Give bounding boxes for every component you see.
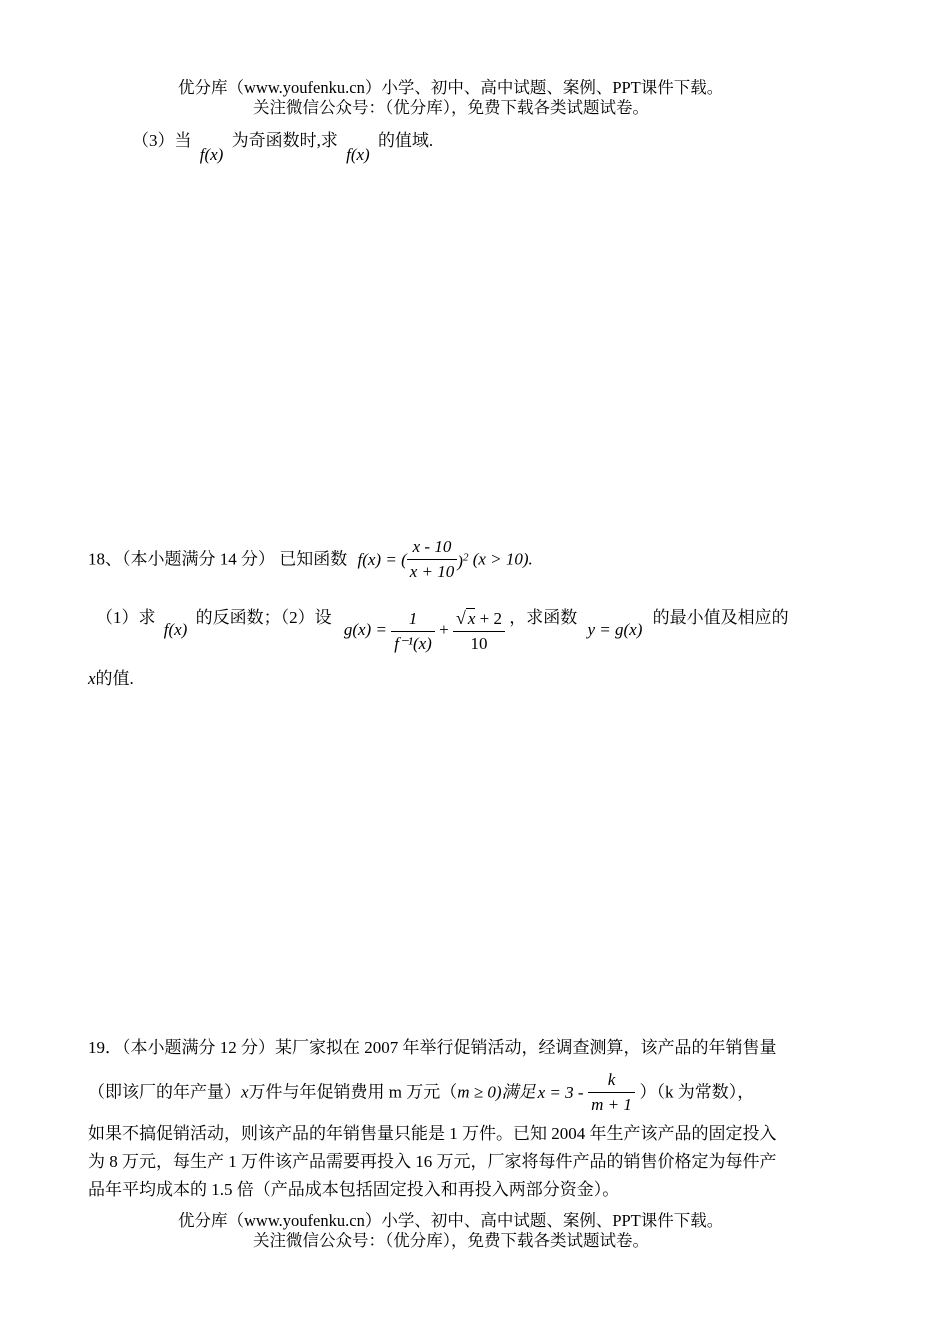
q18-line1: 18、（本小题满分 14 分） 已知函数 f(x) = ( $\frac{x - 10}{x + 10}$ )$^2$ (x > 10).	[88, 537, 533, 581]
q18-g-frac1-den: f⁻¹(x)	[394, 633, 432, 653]
q18-part1-end: 的反函数；（2）设	[195, 607, 332, 627]
q18-last-end: 的值.	[95, 669, 134, 688]
q19-line5: 品年平均成本的 1.5 倍（产品成本包括固定投入和再投入两部分资金）。	[88, 1180, 620, 1199]
q18-part1: （1）求	[96, 607, 156, 627]
q18-g-frac2: $\frac{√ x + 2}{10}$	[453, 608, 505, 654]
page-footer-line2: 关注微信公众号：（优分库），免费下载各类试题试卷。	[253, 1231, 649, 1250]
q18-frac-num: x - 10	[407, 537, 458, 560]
q18-f-lhs: f(x) = (	[357, 549, 407, 569]
q18-g-plus: +	[439, 619, 449, 639]
q17-fx-1: f(x)	[199, 145, 224, 164]
q18-line3	[88, 668, 134, 690]
q19-line4: 为 8 万元，每生产 1 万件该产品需要再投入 16 万元，厂家将每件产品的销售价格定为每件产	[88, 1152, 777, 1171]
q19-frac-den: m + 1	[591, 1095, 632, 1114]
q17-part3	[132, 130, 434, 164]
q18-g-frac1	[391, 609, 435, 654]
q19-fraction	[588, 1070, 636, 1115]
q18-intro: 18、（本小题满分 14 分） 已知函数	[88, 549, 348, 569]
q19-cond: m ≥ 0)满足	[457, 1082, 536, 1102]
q18-domain: (x > 10).	[472, 549, 533, 569]
q18-g-frac2-den: 10	[470, 634, 488, 653]
q19-x: x	[241, 1082, 249, 1102]
q17-part3-label: （3）当	[132, 131, 192, 150]
q18-line2	[96, 596, 789, 653]
q17-part3-end: 的值域.	[377, 131, 434, 150]
q18-frac-den: x + 10	[409, 562, 455, 581]
q17-fx-2: f(x)	[346, 145, 370, 164]
q18-y-eq: y = g(x)	[587, 619, 643, 639]
q18-g-frac2-num-rest: + 2	[475, 609, 502, 628]
q18-g-frac2-radicand: x	[467, 609, 476, 628]
q18-part2-mid: ，求函数	[509, 607, 578, 627]
q18-exponent: 2	[462, 551, 469, 564]
q18-part1-fx: f(x)	[163, 619, 188, 639]
q19-frac-num: k	[588, 1070, 636, 1093]
q19-line2-c: ）（k 为常数），	[639, 1082, 755, 1102]
q19-line3: 如果不搞促销活动，则该产品的年销售量只能是 1 万件。已知 2004 年生产该产品的固定投入	[88, 1124, 777, 1143]
page-footer-line1: 优分库（www.youfenku.cn）小学、初中、高中试题、案例、PPT课件下载。	[178, 1211, 724, 1230]
q17-part3-mid: 为奇函数时,求	[231, 131, 338, 150]
q18-part2-end: 的最小值及相应的	[652, 607, 789, 627]
q19-line1: 19．（本小题满分 12 分）某厂家拟在 2007 年举行促销活动，经调查测算，该产品的年销售量	[88, 1038, 777, 1057]
page-header-line1: 优分库（www.youfenku.cn）小学、初中、高中试题、案例、PPT课件下载。	[178, 78, 724, 97]
q19-line2	[88, 1070, 754, 1115]
q18-fraction	[407, 537, 458, 582]
q19-eq: x = 3 -	[537, 1082, 584, 1102]
q18-g-lhs: g(x) =	[343, 619, 387, 639]
page-header-line2: 关注微信公众号：（优分库），免费下载各类试题试卷。	[253, 98, 649, 117]
q18-last-var: x	[88, 669, 96, 688]
q18-g-frac1-num: 1	[391, 609, 435, 632]
q19-line2-a: （即该厂的年产量）	[88, 1082, 241, 1102]
q19-line2-b: 万件与年促销费用 m 万元（	[248, 1082, 458, 1102]
